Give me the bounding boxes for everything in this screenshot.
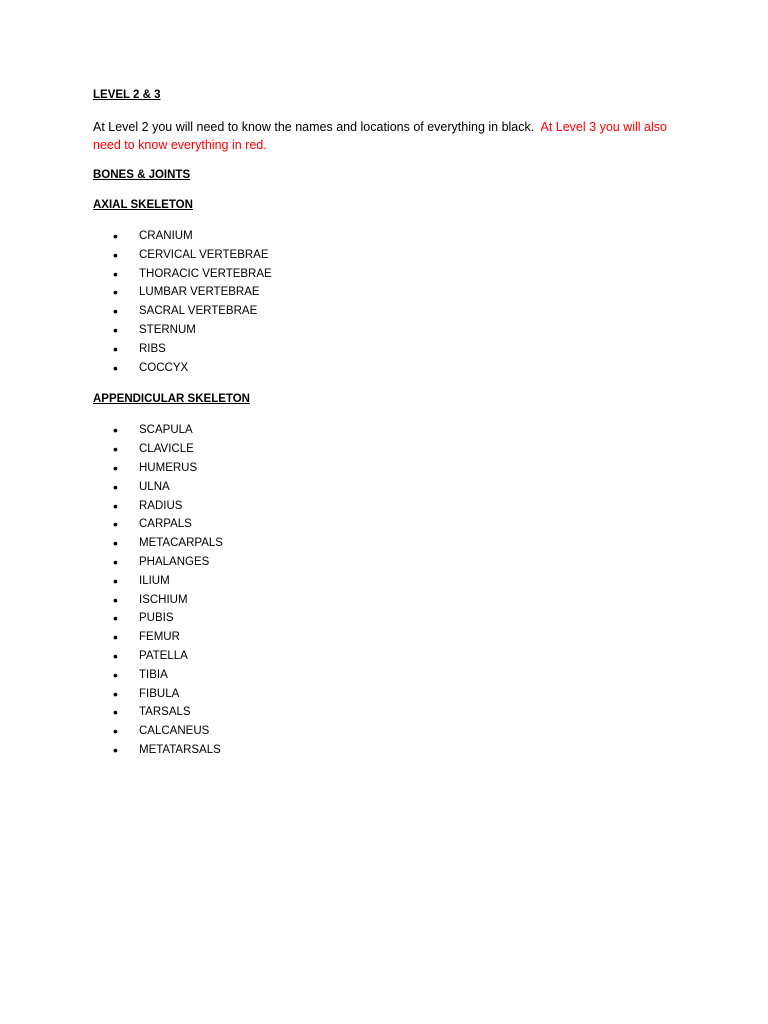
list-item bbox=[93, 609, 678, 628]
list-item bbox=[93, 572, 678, 591]
list-item bbox=[93, 246, 678, 265]
bullet-icon: • bbox=[113, 553, 118, 570]
bullet-icon: • bbox=[113, 321, 118, 338]
bone-name: SACRAL VERTEBRAE bbox=[139, 305, 258, 318]
list-item bbox=[93, 666, 678, 685]
bone-name: THORACIC VERTEBRAE bbox=[139, 267, 272, 280]
list-item bbox=[93, 302, 678, 321]
bone-name: ULNA bbox=[139, 480, 170, 493]
bullet-icon: • bbox=[113, 459, 118, 476]
list-item bbox=[93, 741, 678, 760]
bone-name: ILIUM bbox=[139, 574, 170, 587]
list-item bbox=[93, 534, 678, 553]
bone-name: PUBIS bbox=[139, 612, 174, 625]
bullet-icon: • bbox=[113, 303, 118, 320]
bone-name: STERNUM bbox=[139, 323, 196, 336]
bullet-icon: • bbox=[113, 246, 118, 263]
bullet-icon: • bbox=[113, 284, 118, 301]
list-item bbox=[93, 359, 678, 378]
bones-joints-heading: BONES & JOINTS bbox=[93, 169, 191, 181]
bullet-icon: • bbox=[113, 704, 118, 721]
bone-name: CALCANEUS bbox=[139, 725, 210, 738]
bullet-icon: • bbox=[113, 610, 118, 627]
bullet-icon: • bbox=[113, 647, 118, 664]
bullet-icon: • bbox=[113, 340, 118, 357]
list-item bbox=[93, 421, 678, 440]
bone-name: METACARPALS bbox=[139, 537, 223, 550]
axial-skeleton-list bbox=[93, 227, 678, 377]
list-item bbox=[93, 703, 678, 722]
bullet-icon: • bbox=[113, 497, 118, 514]
list-item bbox=[93, 647, 678, 666]
list-item bbox=[93, 685, 678, 704]
list-item bbox=[93, 440, 678, 459]
bullet-icon: • bbox=[113, 666, 118, 683]
list-item bbox=[93, 722, 678, 741]
list-item bbox=[93, 459, 678, 478]
bone-name: METATARSALS bbox=[139, 743, 221, 756]
bullet-icon: • bbox=[113, 516, 118, 533]
bullet-icon: • bbox=[113, 228, 118, 244]
list-item bbox=[93, 283, 678, 302]
bone-name: PATELLA bbox=[139, 649, 188, 662]
bullet-icon: • bbox=[113, 441, 118, 458]
bullet-icon: • bbox=[113, 359, 118, 376]
bone-name: RIBS bbox=[139, 342, 166, 355]
intro-red-text: At Level 3 you will also need to know everything in red. bbox=[93, 120, 667, 152]
list-item bbox=[93, 478, 678, 497]
appendicular-skeleton-heading: APPENDICULAR SKELETON bbox=[93, 393, 250, 406]
bullet-icon: • bbox=[113, 591, 118, 608]
bone-name: CRANIUM bbox=[139, 230, 193, 242]
bone-name: LUMBAR VERTEBRAE bbox=[139, 286, 260, 299]
bone-name: COCCYX bbox=[139, 361, 189, 374]
bone-name: ISCHIUM bbox=[139, 593, 188, 606]
list-item bbox=[93, 321, 678, 340]
list-item bbox=[93, 628, 678, 647]
bone-name: TIBIA bbox=[139, 668, 168, 681]
bullet-icon: • bbox=[113, 629, 118, 646]
bone-name: PHALANGES bbox=[139, 555, 210, 568]
axial-skeleton-heading: AXIAL SKELETON bbox=[93, 199, 193, 211]
bullet-icon: • bbox=[113, 422, 118, 439]
bullet-icon: • bbox=[113, 478, 118, 495]
appendicular-skeleton-list bbox=[93, 421, 678, 759]
list-item bbox=[93, 227, 678, 246]
list-item bbox=[93, 553, 678, 572]
level-heading: LEVEL 2 & 3 bbox=[93, 89, 161, 101]
list-item bbox=[93, 265, 678, 284]
bone-name: RADIUS bbox=[139, 499, 183, 512]
bone-name: CARPALS bbox=[139, 518, 192, 531]
bone-name: SCAPULA bbox=[139, 424, 193, 437]
bone-name: TARSALS bbox=[139, 706, 191, 719]
list-item bbox=[93, 591, 678, 610]
bone-name: FIBULA bbox=[139, 687, 180, 700]
bone-name: FEMUR bbox=[139, 631, 180, 644]
intro-paragraph bbox=[93, 118, 678, 154]
intro-black-text: At Level 2 you will need to know the names and locations of everything in black. bbox=[93, 120, 535, 134]
bullet-icon: • bbox=[113, 741, 118, 758]
bullet-icon: • bbox=[113, 265, 118, 282]
bullet-icon: • bbox=[113, 572, 118, 589]
list-item bbox=[93, 497, 678, 516]
bullet-icon: • bbox=[113, 723, 118, 740]
list-item bbox=[93, 515, 678, 534]
list-item bbox=[93, 340, 678, 359]
bullet-icon: • bbox=[113, 685, 118, 702]
bone-name: HUMERUS bbox=[139, 461, 198, 474]
bone-name: CLAVICLE bbox=[139, 443, 194, 456]
bullet-icon: • bbox=[113, 535, 118, 552]
bone-name: CERVICAL VERTEBRAE bbox=[139, 248, 269, 261]
